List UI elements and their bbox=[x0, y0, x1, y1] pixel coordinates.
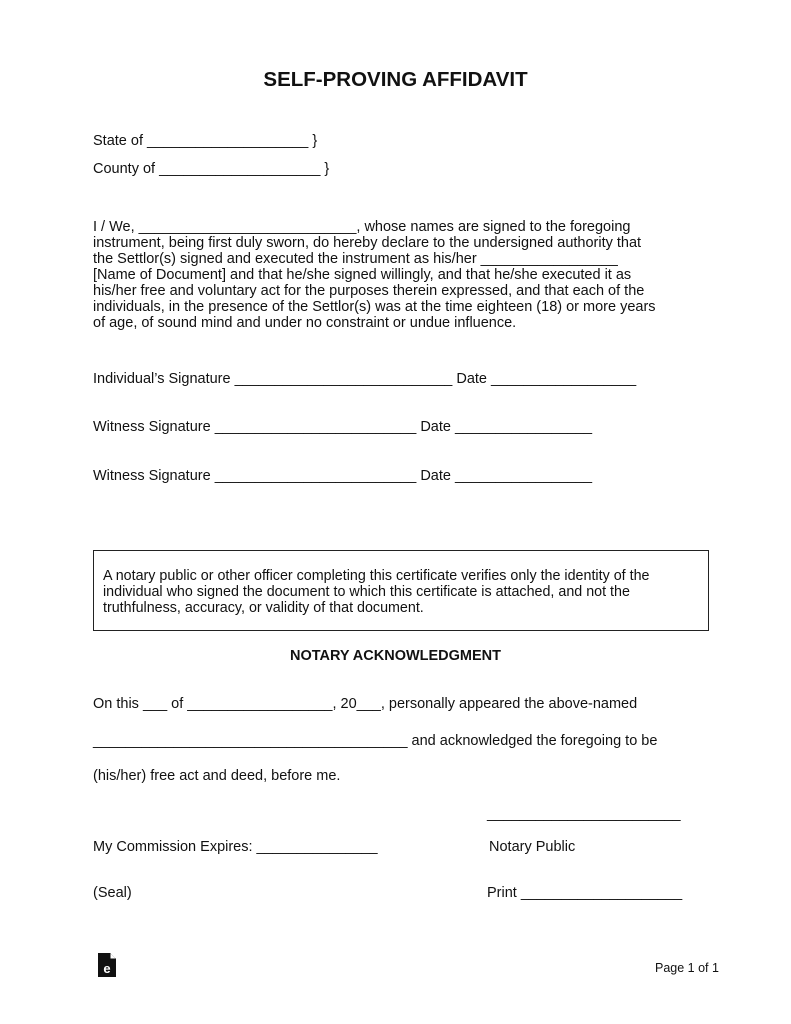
declaration-paragraph bbox=[93, 219, 713, 331]
state-field-line: State of ____________________ } bbox=[93, 133, 318, 149]
notary-public-label: Notary Public bbox=[489, 839, 576, 855]
notary-line-2: _______________________________________ and acknowledged the foregoing to be bbox=[93, 733, 658, 749]
notice-line: individual who signed the document to which this certificate is attached, and not the bbox=[103, 584, 630, 600]
notice-line: truthfulness, accuracy, or validity of that document. bbox=[103, 600, 424, 616]
commission-expires-line: My Commission Expires: _______________ bbox=[93, 839, 378, 855]
document-title: SELF-PROVING AFFIDAVIT bbox=[263, 68, 528, 91]
declaration-line: [Name of Document] and that he/she signed willingly, and that he/she executed it as bbox=[93, 267, 632, 283]
witness-signature-line-1: Witness Signature _________________________ Date _________________ bbox=[93, 419, 593, 435]
individual-signature-line: Individual’s Signature ___________________________ Date __________________ bbox=[93, 371, 637, 387]
declaration-line: of age, of sound mind and under no constraint or undue influence. bbox=[93, 315, 517, 331]
notary-signature-line: ________________________ bbox=[487, 806, 681, 822]
notary-heading: NOTARY ACKNOWLEDGMENT bbox=[289, 648, 502, 664]
witness-signature-line-2: Witness Signature _________________________ Date _________________ bbox=[93, 468, 593, 484]
county-field-line: County of ____________________ } bbox=[93, 161, 330, 177]
seal-label: (Seal) bbox=[93, 885, 132, 901]
page-number: Page 1 of 1 bbox=[655, 961, 719, 975]
declaration-line: I / We, ___________________________, whose names are signed to the foregoing bbox=[93, 219, 631, 235]
notary-line-1: On this ___ of __________________, 20___, personally appeared the above-named bbox=[93, 696, 638, 712]
eforms-logo-icon bbox=[97, 952, 117, 978]
notary-notice-box bbox=[93, 550, 709, 631]
declaration-line: instrument, being first duly sworn, do hereby declare to the undersigned authority that bbox=[93, 235, 642, 251]
print-name-line: Print ____________________ bbox=[487, 885, 683, 901]
notice-text bbox=[103, 568, 649, 616]
svg-text:e: e bbox=[103, 961, 111, 976]
declaration-line: the Settlor(s) signed and executed the instrument as his/her _________________ bbox=[93, 251, 618, 267]
declaration-line: individuals, in the presence of the Settlor(s) was at the time eighteen (18) or more years bbox=[93, 299, 656, 315]
notary-line-3: (his/her) free act and deed, before me. bbox=[93, 768, 341, 784]
declaration-line: his/her free and voluntary act for the purposes therein expressed, and that each of the bbox=[93, 283, 645, 299]
notice-line: A notary public or other officer completing this certificate verifies only the identity of the bbox=[103, 568, 650, 584]
